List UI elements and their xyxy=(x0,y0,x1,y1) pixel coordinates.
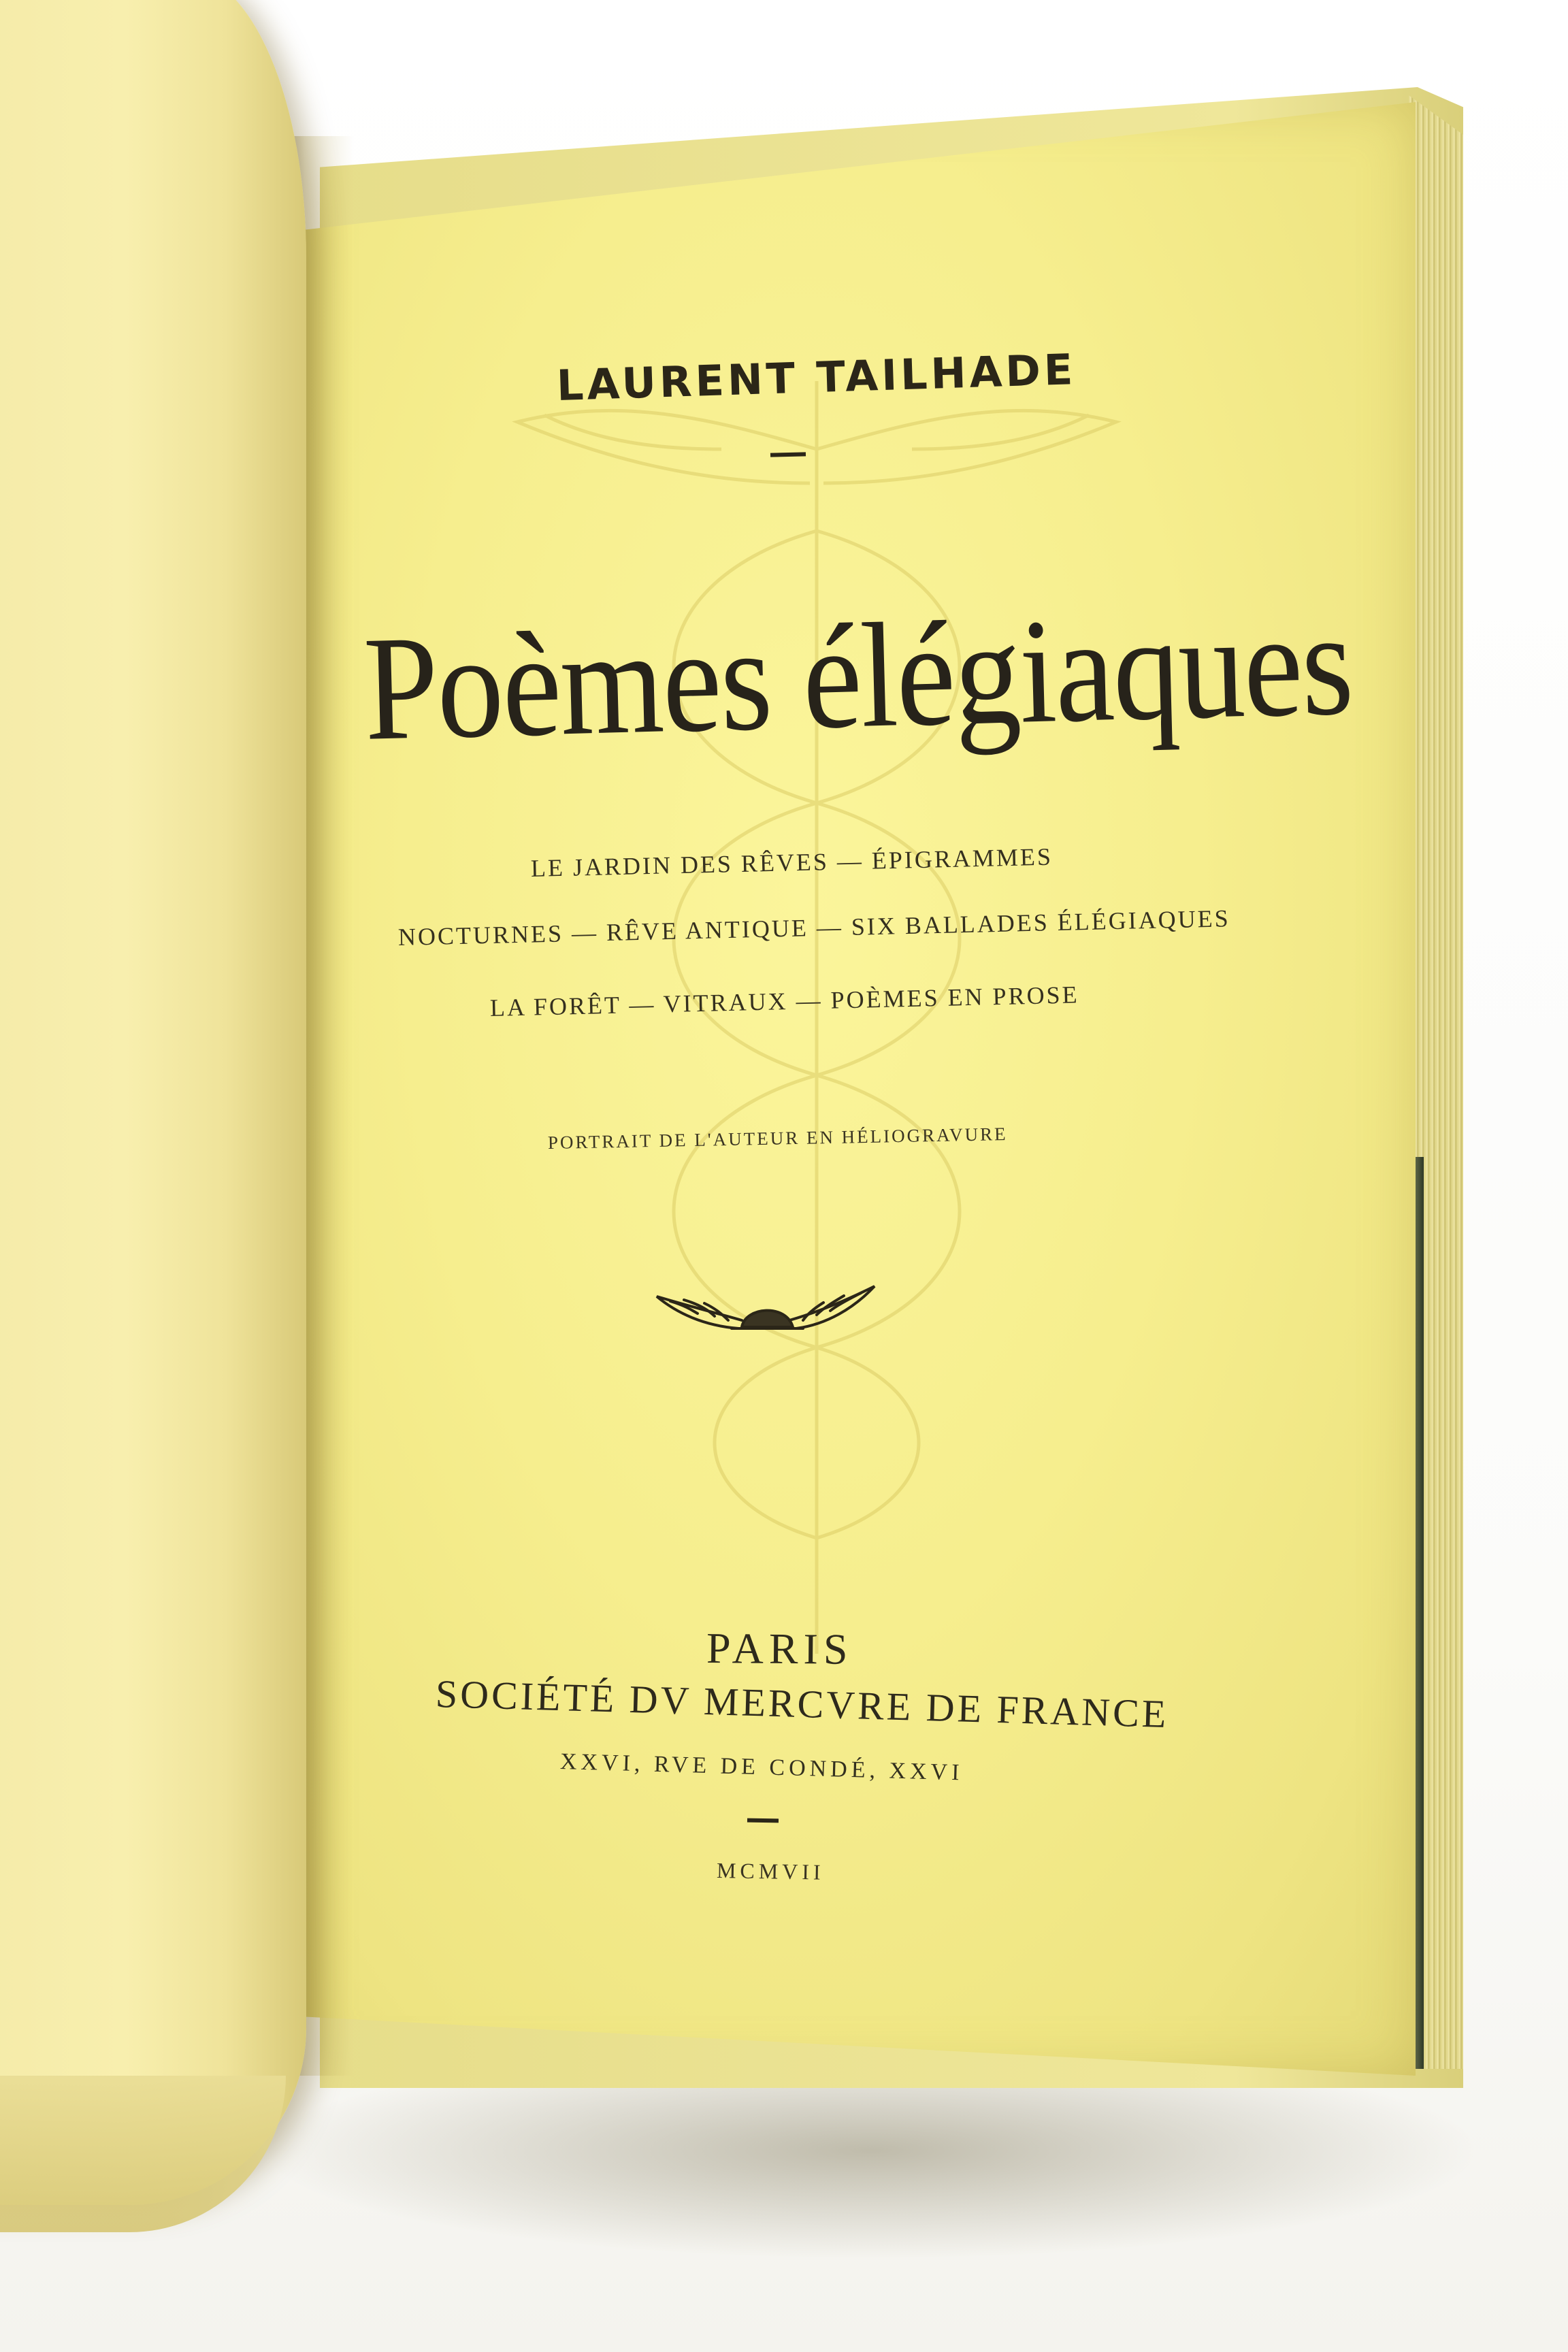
publication-date: MCMVII xyxy=(716,1858,825,1884)
publication-place: PARIS xyxy=(706,1624,853,1673)
contents-line-3: LA FORÊT — VITRAUX — POÈMES EN PROSE xyxy=(489,981,1079,1022)
author-name: LAURENT TAILHADE xyxy=(555,344,1077,410)
author-rule xyxy=(770,452,806,457)
publisher-name: SOCIÉTÉ DV MERCVRE DE FRANCE xyxy=(435,1671,1170,1737)
book-title: Poèmes élégiaques xyxy=(361,581,1354,772)
address-rule xyxy=(747,1818,779,1823)
winged-helmet-icon xyxy=(650,1266,881,1348)
contents-line-2: NOCTURNES — RÊVE ANTIQUE — SIX BALLADES ÉLÉGIAQUES xyxy=(397,904,1231,951)
publisher-address: XXVI, RVE DE CONDÉ, XXVI xyxy=(559,1749,964,1786)
portrait-note: PORTRAIT DE L'AUTEUR EN HÉLIOGRAVURE xyxy=(547,1124,1008,1153)
contents-line-1: LE JARDIN DES RÊVES — ÉPIGRAMMES xyxy=(530,843,1054,882)
